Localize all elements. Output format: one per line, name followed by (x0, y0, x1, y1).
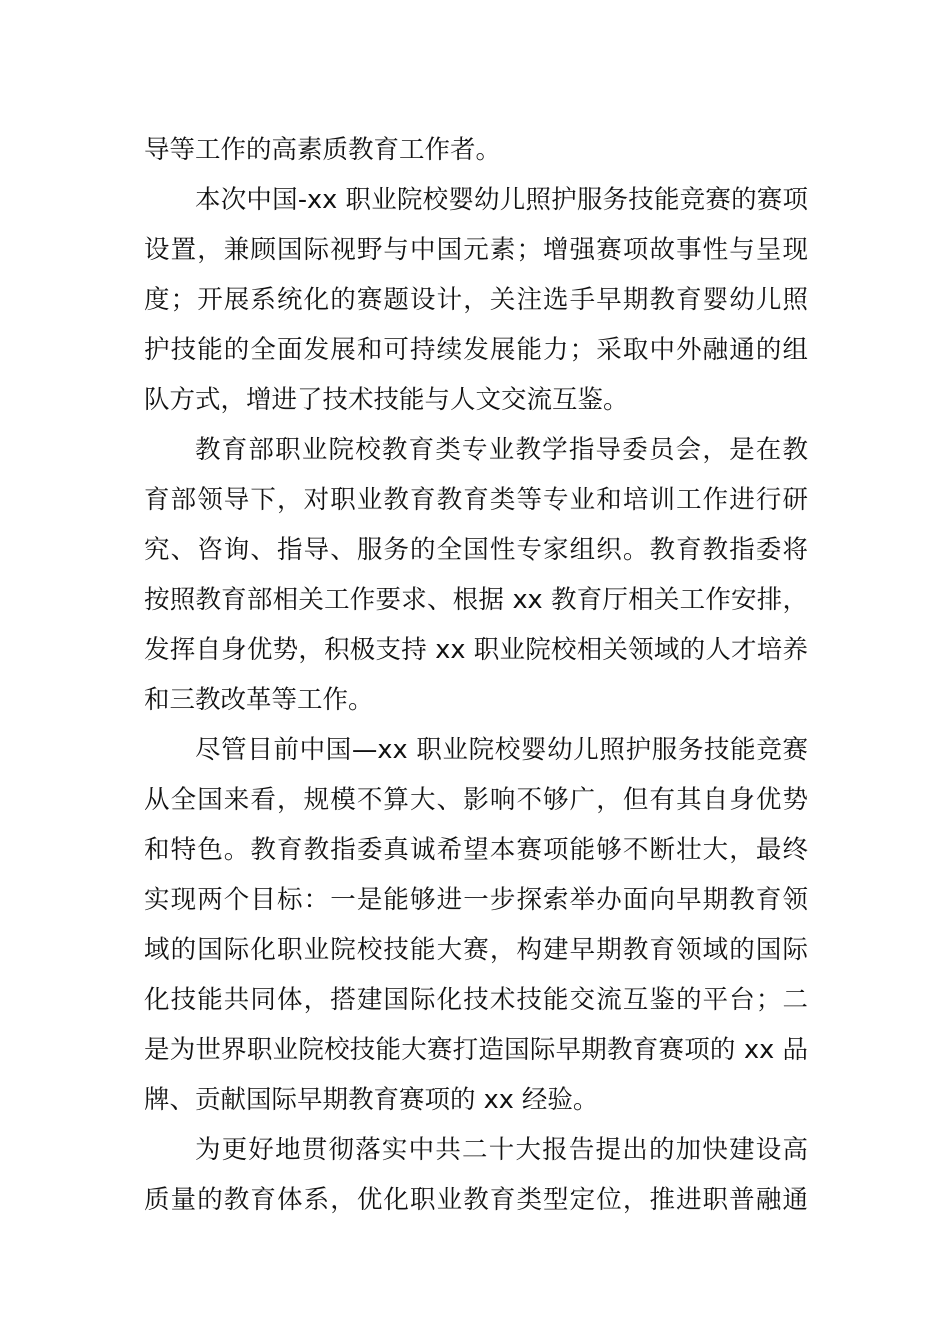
text-line: 实现两个目标：一是能够进一步探索举办面向早期教育领 (144, 885, 808, 915)
text-line: 和特色。教育教指委真诚希望本赛项能够不断壮大，最终 (144, 835, 808, 865)
text-line: 教育部职业院校教育类专业教学指导委员会，是在教 (195, 435, 808, 465)
text-line: 按照教育部相关工作要求、根据 xx 教育厅相关工作安排， (144, 585, 808, 615)
text-line: 是为世界职业院校技能大赛打造国际早期教育赛项的 xx 品 (144, 1035, 808, 1065)
text-line: 设置，兼顾国际视野与中国元素；增强赛项故事性与呈现 (144, 235, 808, 265)
text-line: 为更好地贯彻落实中共二十大报告提出的加快建设高 (195, 1135, 808, 1165)
text-line: 牌、贡献国际早期教育赛项的 xx 经验。 (144, 1085, 599, 1115)
text-line: 和三教改革等工作。 (144, 685, 374, 715)
text-line: 域的国际化职业院校技能大赛，构建早期教育领域的国际 (144, 935, 808, 965)
text-line: 度；开展系统化的赛题设计，关注选手早期教育婴幼儿照 (144, 285, 808, 315)
text-line: 质量的教育体系，优化职业教育类型定位，推进职普融通 (144, 1185, 808, 1215)
text-line: 队方式，增进了技术技能与人文交流互鉴。 (144, 385, 629, 415)
text-line: 化技能共同体，搭建国际化技术技能交流互鉴的平台；二 (144, 985, 808, 1015)
text-line: 尽管目前中国—xx 职业院校婴幼儿照护服务技能竞赛 (195, 735, 808, 765)
text-line: 从全国来看，规模不算大、影响不够广，但有其自身优势 (144, 785, 808, 815)
text-line: 本次中国-xx 职业院校婴幼儿照护服务技能竞赛的赛项 (195, 185, 808, 215)
text-line: 发挥自身优势，积极支持 xx 职业院校相关领域的人才培养 (144, 635, 808, 665)
text-line: 究、咨询、指导、服务的全国性专家组织。教育教指委将 (144, 535, 808, 565)
text-line: 护技能的全面发展和可持续发展能力；采取中外融通的组 (144, 335, 808, 365)
text-line: 导等工作的高素质教育工作者。 (144, 135, 502, 165)
text-line: 育部领导下，对职业教育教育类等专业和培训工作进行研 (144, 485, 808, 515)
